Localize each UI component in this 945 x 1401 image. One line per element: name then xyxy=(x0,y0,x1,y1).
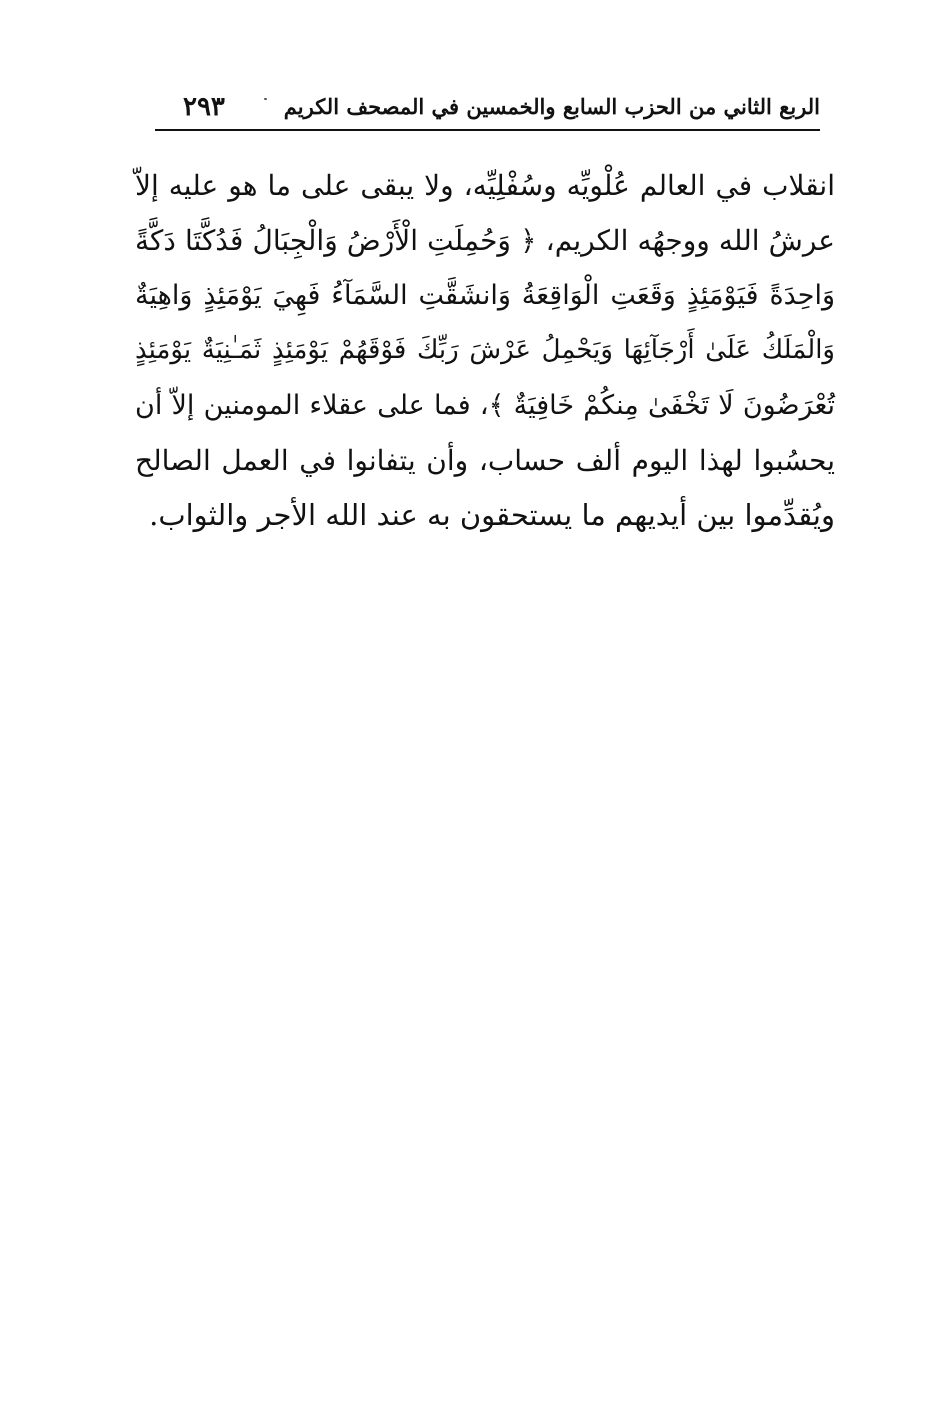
text-line: تُعْرَضُونَ لَا تَخْفَىٰ مِنكُمْ خَافِيَةٌ ﴾، فما على عقلاء المومنين إلاّ أن xyxy=(135,390,835,421)
running-title: الربع الثاني من الحزب السابع والخمسين في المصحف الكريم xyxy=(283,94,820,119)
text-line: عرشُ الله ووجهُه الكريم، ﴿ وَحُمِلَتِ الْأَرْضُ وَالْجِبَالُ فَدُكَّتَا دَكَّةً xyxy=(135,224,835,257)
body-paragraph xyxy=(135,158,835,543)
text-line: انقلاب في العالم عُلْويِّه وسُفْلِيِّه، ولا يبقى على ما هو عليه إلاّ xyxy=(135,169,835,202)
ink-speck xyxy=(264,98,267,100)
page-header xyxy=(155,90,820,130)
text-line: ويُقدِّموا بين أيديهم ما يستحقون به عند الله الأجر والثواب. xyxy=(149,498,835,532)
text-line: وَالْمَلَكُ عَلَىٰ أَرْجَآئِهَا وَيَحْمِلُ عَرْشَ رَبِّكَ فَوْقَهُمْ يَوْمَئِذٍ ثَمَـٰنِيَةٌ يَوْمَئِذٍ xyxy=(135,335,835,365)
text-line: وَاحِدَةً فَيَوْمَئِذٍ وَقَعَتِ الْوَاقِعَةُ وَانشَقَّتِ السَّمَآءُ فَهِيَ يَوْمَئِذٍ وَاهِيَةٌ xyxy=(135,280,835,311)
page-number: ٢٩٣ xyxy=(183,92,225,122)
header-rule xyxy=(155,129,820,131)
text-line: يحسُبوا لهذا اليوم ألف حساب، وأن يتفانوا في العمل الصالح xyxy=(135,444,835,477)
